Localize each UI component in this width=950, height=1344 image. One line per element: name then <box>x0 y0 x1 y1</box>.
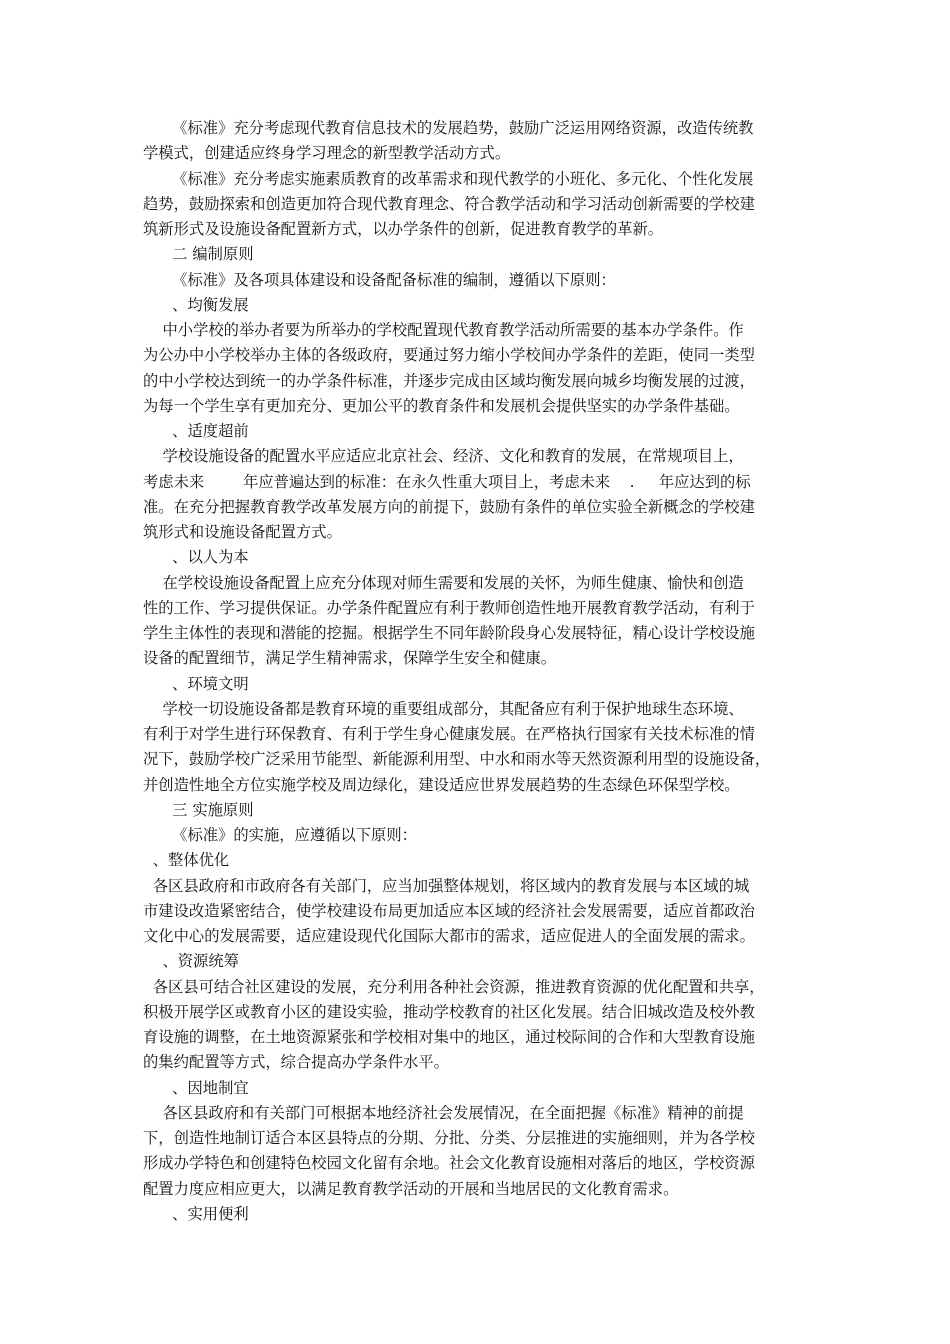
text-line: 市建设改造紧密结合，使学校建设布局更加适应本区域的经济社会发展需要，适应首都政治 <box>143 902 755 920</box>
text-line: 并创造性地全方位实施学校及周边绿化，建设适应世界发展趋势的生态绿色环保型学校。 <box>143 776 740 794</box>
text-line: 中小学校的举办者要为所举办的学校配置现代教育教学活动所需要的基本办学条件。作 <box>143 321 744 339</box>
subsection-heading: 、因地制宜 <box>143 1079 249 1097</box>
subsection-heading: 、均衡发展 <box>143 296 249 314</box>
subsection-heading: 、实用便利 <box>143 1205 249 1223</box>
text-line: 学校设施设备的配置水平应适应北京社会、经济、文化和教育的发展，在常规项目上， <box>143 447 744 465</box>
text-line: 形成办学特色和创建特色校园文化留有余地。社会文化教育设施相对落后的地区，学校资源 <box>143 1154 755 1172</box>
section-heading: 二 编制原则 <box>143 245 254 263</box>
text-line: 下，创造性地制订适合本区县特点的分期、分批、分类、分层推进的实施细则，并为各学校 <box>143 1129 755 1147</box>
section-heading: 三 实施原则 <box>143 801 254 819</box>
text-line: 学校一切设施设备都是教育环境的重要组成部分，其配备应有利于保护地球生态环境、 <box>143 700 744 718</box>
subsection-heading: 、资源统筹 <box>143 952 239 970</box>
text-line: 在学校设施设备配置上应充分体现对师生需要和发展的关怀，为师生健康、愉快和创造 <box>143 574 744 592</box>
text-line: 况下，鼓励学校广泛采用节能型、新能源利用型、中水和雨水等天然资源利用型的设施设备， <box>143 750 771 768</box>
text-line: 《标准》充分考虑实施素质教育的改革需求和现代教学的小班化、多元化、个性化发展 <box>143 170 754 188</box>
text-line: 准。在充分把握教育教学改革发展方向的前提下，鼓励有条件的单位实验全新概念的学校建 <box>143 498 755 516</box>
text-line: 各区县政府和有关部门可根据本地经济社会发展情况，在全面把握《标准》精神的前提 <box>143 1104 744 1122</box>
text-line: 趋势，鼓励探索和创造更加符合现代教育理念、符合教学活动和学习活动创新需要的学校建 <box>143 195 755 213</box>
text-line: 筑新形式及设施设备配置新方式，以办学条件的创新，促进教育教学的革新。 <box>143 220 664 238</box>
subsection-heading: 、整体优化 <box>143 851 230 869</box>
text-line: 设备的配置细节，满足学生精神需求，保障学生安全和健康。 <box>143 649 557 667</box>
subsection-heading: 、以人为本 <box>143 548 249 566</box>
text-line: 《标准》充分考虑现代教育信息技术的发展趋势，鼓励广泛运用网络资源，改造传统教 <box>143 119 754 137</box>
subsection-heading: 、环境文明 <box>143 675 249 693</box>
text-line: 为每一个学生享有更加充分、更加公平的教育条件和发展机会提供坚实的办学条件基础。 <box>143 397 740 415</box>
text-line: 文化中心的发展需要，适应建设现代化国际大都市的需求，适应促进人的全面发展的需求。 <box>143 927 755 945</box>
text-line: 育设施的调整，在土地资源紧张和学校相对集中的地区，通过校际间的合作和大型教育设施 <box>143 1028 755 1046</box>
text-line: 考虑未来 年应普遍达到的标准：在永久性重大项目上，考虑未来 . 年应达到的标 <box>143 473 751 491</box>
text-line: 各区县可结合社区建设的发展，充分利用各种社会资源，推进教育资源的优化配置和共享， <box>143 978 765 996</box>
text-line: 的集约配置等方式，综合提高办学条件水平。 <box>143 1053 449 1071</box>
subsection-heading: 、适度超前 <box>143 422 249 440</box>
text-line: 筑形式和设施设备配置方式。 <box>143 523 342 541</box>
text-line: 《标准》及各项具体建设和设备配备标准的编制，遵循以下原则： <box>143 271 616 289</box>
text-line: 的中小学校达到统一的办学条件标准，并逐步完成由区域均衡发展向城乡均衡发展的过渡， <box>143 372 755 390</box>
text-line: 为公办中小学校举办主体的各级政府，要通过努力缩小学校间办学条件的差距，使同一类型 <box>143 346 755 364</box>
text-line: 有利于对学生进行环保教育、有利于学生身心健康发展。在严格执行国家有关技术标准的情 <box>143 725 755 743</box>
text-line: 各区县政府和市政府各有关部门，应当加强整体规划，将区域内的教育发展与本区域的城 <box>143 877 750 895</box>
text-line: 配置力度应相应更大，以满足教育教学活动的开展和当地居民的文化教育需求。 <box>143 1180 679 1198</box>
text-line: 学模式，创建适应终身学习理念的新型教学活动方式。 <box>143 144 511 162</box>
text-line: 积极开展学区或教育小区的建设实验，推动学校教育的社区化发展。结合旧城改造及校外教 <box>143 1003 755 1021</box>
text-line: 学生主体性的表现和潜能的挖掘。根据学生不同年龄阶段身心发展特征，精心设计学校设施 <box>143 624 755 642</box>
text-line: 性的工作、学习提供保证。办学条件配置应有利于教师创造性地开展教育教学活动，有利于 <box>143 599 755 617</box>
text-line: 《标准》的实施，应遵循以下原则： <box>143 826 417 844</box>
